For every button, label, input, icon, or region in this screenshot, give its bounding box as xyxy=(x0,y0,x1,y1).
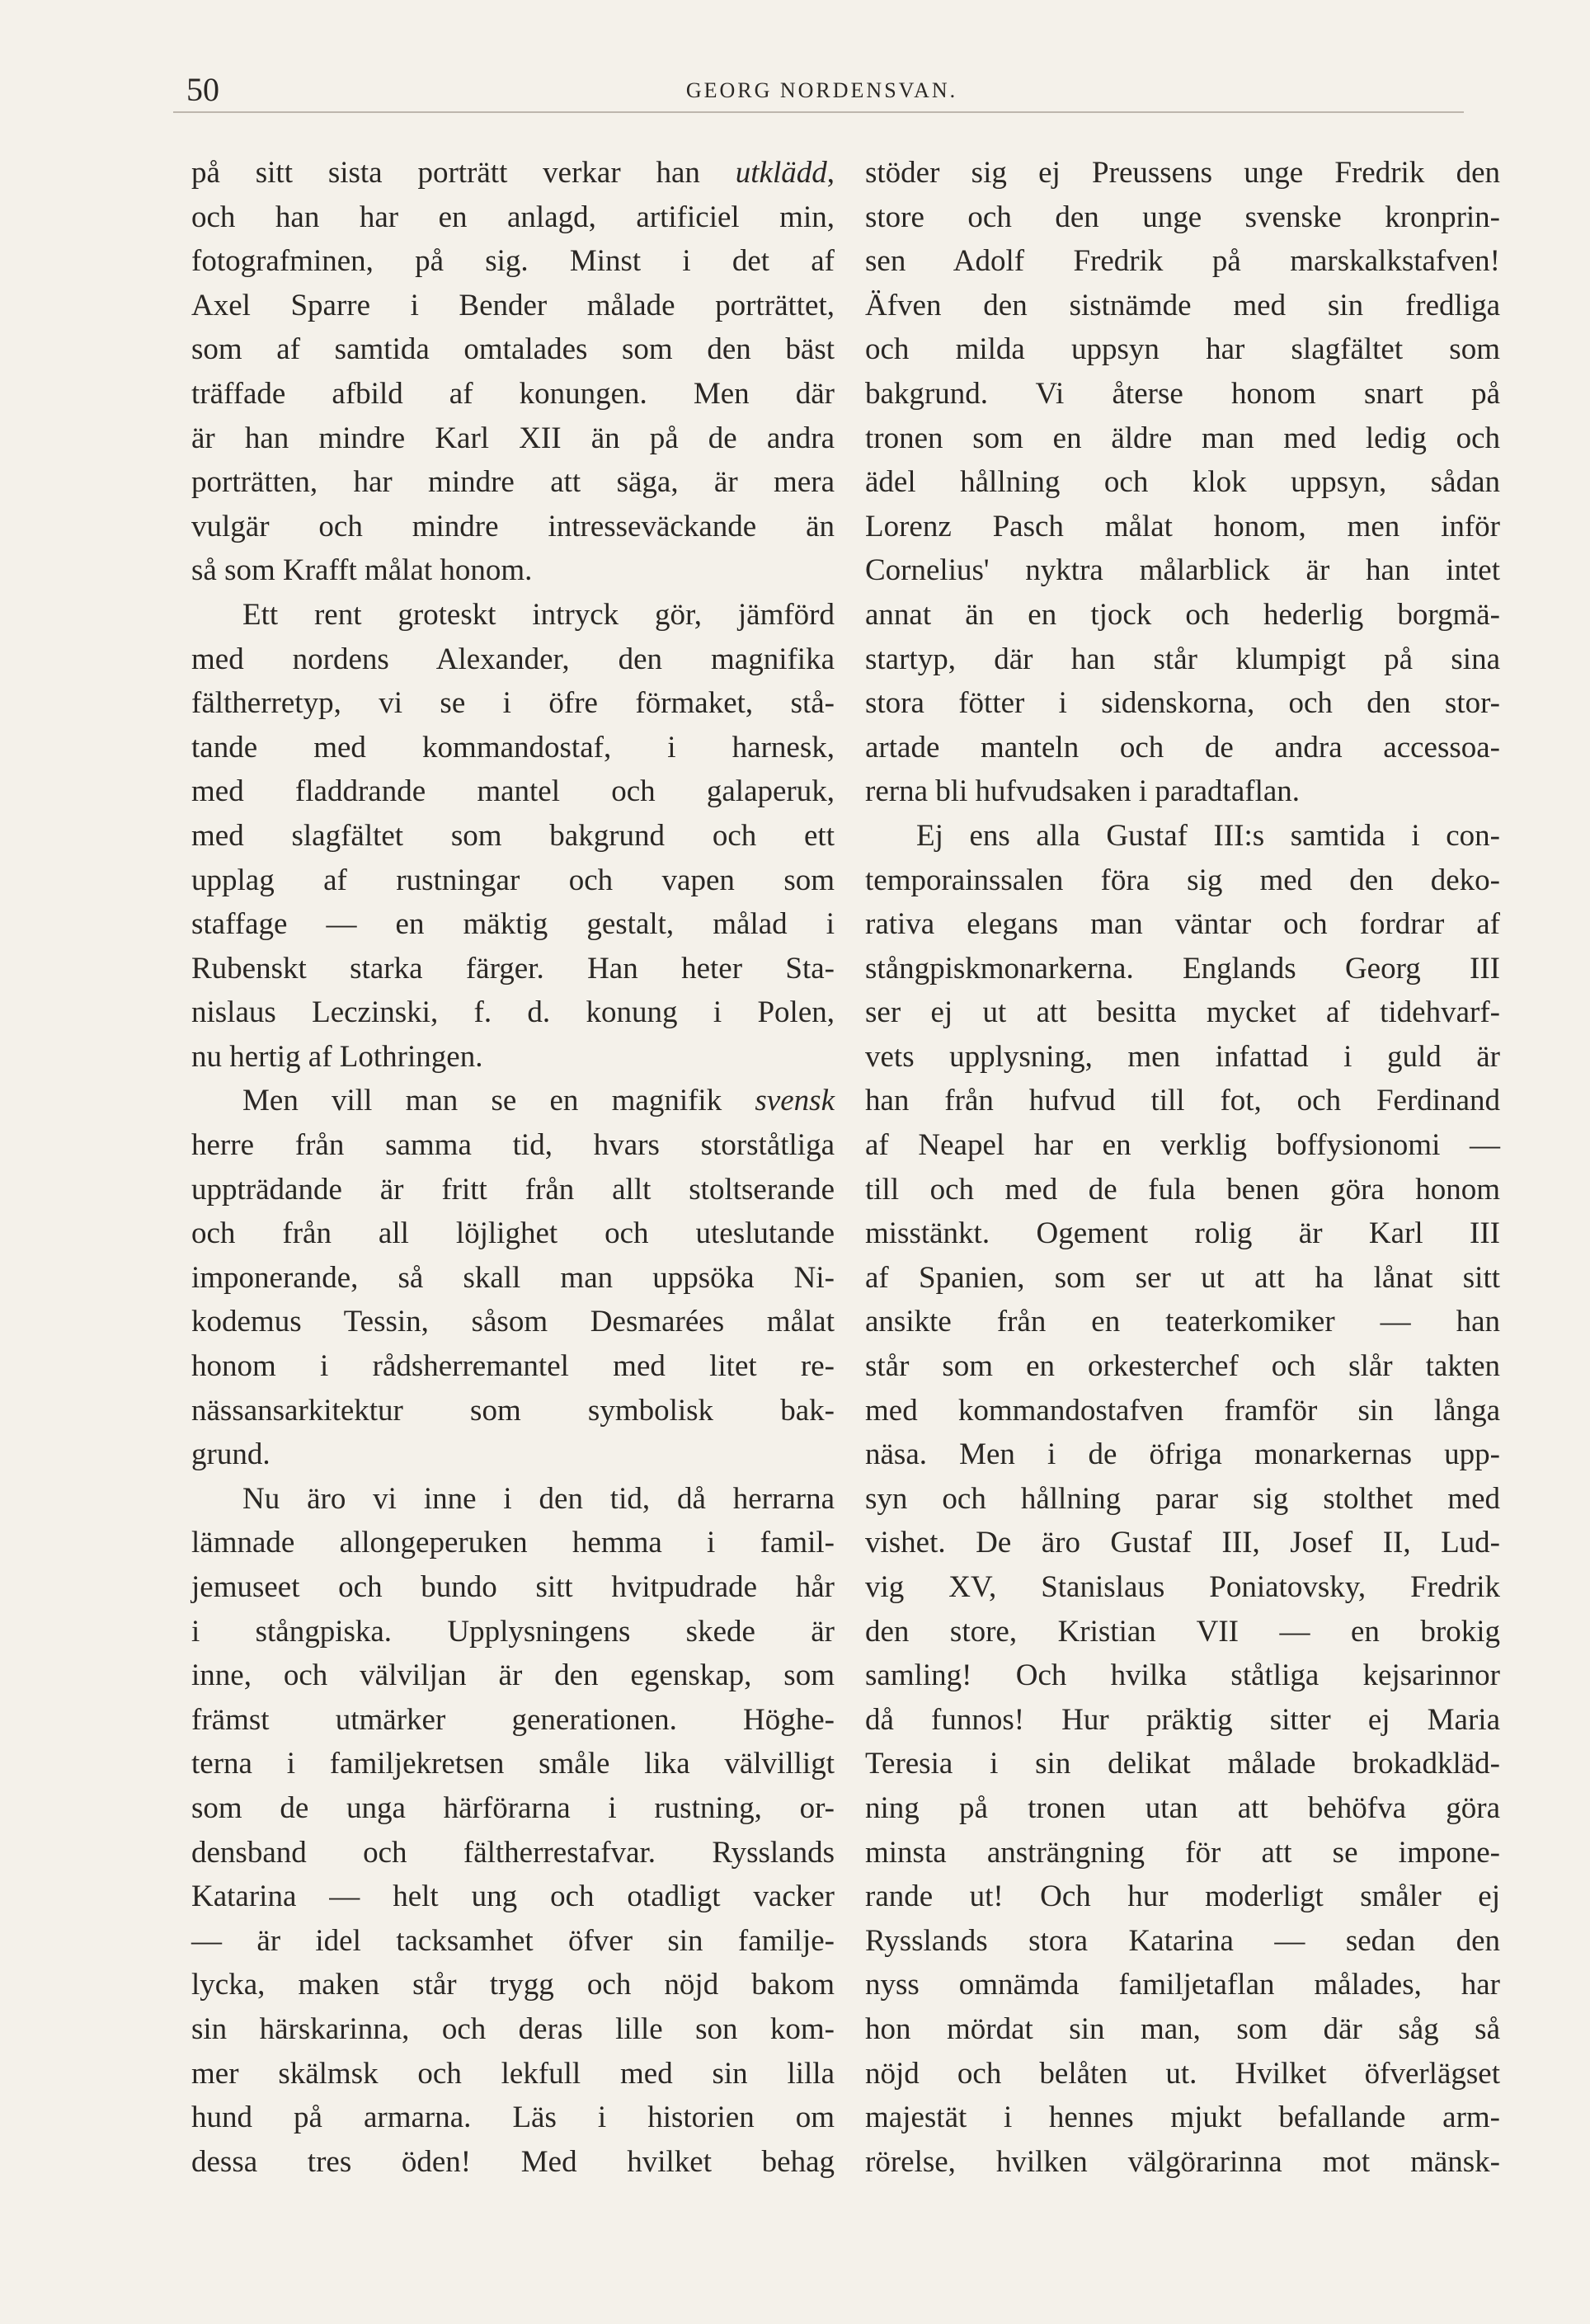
right-text-column xyxy=(865,151,1500,2184)
header-rule xyxy=(173,111,1464,113)
text-line: artade manteln och de andra accessoa- xyxy=(865,730,1500,764)
text-line: terna i familjekretsen småle lika välvilligt xyxy=(191,1747,835,1781)
text-line: nyss omnämda familjetaflan målades, har xyxy=(865,1968,1500,2002)
text-line: till och med de fula benen göra honom xyxy=(865,1172,1500,1207)
text-line: uppträdande är fritt från allt stoltserande xyxy=(191,1172,835,1207)
text-line: Lorenz Pasch målat honom, men inför xyxy=(865,509,1500,543)
text-line: Rubenskt starka färger. Han heter Sta- xyxy=(191,951,835,986)
text-line: Cornelius' nyktra målarblick är han intet xyxy=(865,553,1500,588)
text-line: och han har en anlagd, artificiel min, xyxy=(191,200,835,234)
text-line: i stångpiska. Upplysningens skede är xyxy=(191,1614,835,1649)
text-line: då funnos! Hur präktig sitter ej Maria xyxy=(865,1702,1500,1737)
text-line: rativa elegans man väntar och fordrar af xyxy=(865,907,1500,942)
text-line: Äfven den sistnämde med sin fredliga xyxy=(865,288,1500,322)
text-line: misstänkt. Ogement rolig är Karl III xyxy=(865,1216,1500,1251)
text-line: näsa. Men i de öfriga monarkernas upp- xyxy=(865,1437,1500,1472)
text-line: vig XV, Stanislaus Poniatovsky, Fredrik xyxy=(865,1570,1500,1604)
text-line: och milda uppsyn har slagfältet som xyxy=(865,332,1500,367)
text-line: ser ej ut att besitta mycket af tidehvarf- xyxy=(865,995,1500,1030)
text-line: porträtten, har mindre att säga, är mera xyxy=(191,465,835,500)
text-line: nöjd och belåten ut. Hvilket öfverlägset xyxy=(865,2056,1500,2091)
text-line: af Neapel har en verklig boffysionomi — xyxy=(865,1128,1500,1163)
text-line: densband och fältherrestafvar. Rysslands xyxy=(191,1835,835,1870)
text-line: med nordens Alexander, den magnifika xyxy=(191,642,835,676)
text-line: ansikte från en teaterkomiker — han xyxy=(865,1305,1500,1339)
text-line: rörelse, hvilken välgörarinna mot mänsk- xyxy=(865,2144,1500,2179)
text-line: hon mördat sin man, som där såg så xyxy=(865,2011,1500,2046)
text-line: Rysslands stora Katarina — sedan den xyxy=(865,1923,1500,1958)
text-line: staffage — en mäktig gestalt, målad i xyxy=(191,907,835,942)
text-line: startyp, där han står klumpigt på sina xyxy=(865,642,1500,676)
text-line: bakgrund. Vi återse honom snart på xyxy=(865,376,1500,411)
text-line: syn och hållning parar sig stolthet med xyxy=(865,1481,1500,1516)
text-line: Ett rent groteskt intryck gör, jämförd xyxy=(242,597,835,632)
text-line: främst utmärker generationen. Höghe- xyxy=(191,1702,835,1737)
running-head: GEORG NORDENSVAN. xyxy=(685,78,958,102)
text-line: Axel Sparre i Bender målade porträttet, xyxy=(191,288,835,322)
text-line: dessa tres öden! Med hvilket behag xyxy=(191,2144,835,2179)
text-line: inne, och välviljan är den egenskap, som xyxy=(191,1658,835,1693)
text-line: stångpiskmonarkerna. Englands Georg III xyxy=(865,951,1500,986)
text-line: Teresia i sin delikat målade brokadkläd- xyxy=(865,1747,1500,1781)
text-line: Ej ens alla Gustaf III:s samtida i con- xyxy=(916,818,1500,853)
text-line: han från hufvud till fot, och Ferdinand xyxy=(865,1084,1500,1118)
text-line: nislaus Leczinski, f. d. konung i Polen, xyxy=(191,995,835,1030)
text-line: stöder sig ej Preussens unge Fredrik den xyxy=(865,156,1500,190)
text-line: lycka, maken står trygg och nöjd bakom xyxy=(191,1968,835,2002)
text-line: ädel hållning och klok uppsyn, sådan xyxy=(865,465,1500,500)
page-header xyxy=(186,69,1457,111)
text-line: grund. xyxy=(191,1437,270,1472)
text-line: upplag af rustningar och vapen som xyxy=(191,863,835,897)
text-line: vets upplysning, men infattad i guld är xyxy=(865,1039,1500,1074)
text-line: tronen som en äldre man med ledig och xyxy=(865,421,1500,455)
text-line: så som Krafft målat honom. xyxy=(191,553,533,588)
text-line: ning på tronen utan att behöfva göra xyxy=(865,1790,1500,1825)
text-line: fältherretyp, vi se i öfre förmaket, stå- xyxy=(191,686,835,721)
text-line: nu hertig af Lothringen. xyxy=(191,1039,483,1074)
text-line: med fladdrande mantel och galaperuk, xyxy=(191,774,835,809)
text-line: på sitt sista porträtt verkar han utklädd, xyxy=(191,156,835,190)
text-line: är han mindre Karl XII än på de andra xyxy=(191,421,835,455)
text-line: temporainssalen föra sig med den deko- xyxy=(865,863,1500,897)
text-line: minsta ansträngning för att se impone- xyxy=(865,1835,1500,1870)
text-line: den store, Kristian VII — en brokig xyxy=(865,1614,1500,1649)
text-line: Katarina — helt ung och otadligt vacker xyxy=(191,1879,835,1914)
text-line: träffade afbild af konungen. Men där xyxy=(191,376,835,411)
text-line: hund på armarna. Läs i historien om xyxy=(191,2101,835,2135)
text-line: mer skälmsk och lekfull med sin lilla xyxy=(191,2056,835,2091)
text-line: fotografminen, på sig. Minst i det af xyxy=(191,244,835,279)
text-line: som de unga härförarna i rustning, or- xyxy=(191,1790,835,1825)
text-line: tande med kommandostaf, i harnesk, xyxy=(191,730,835,764)
text-line: rande ut! Och hur moderligt småler ej xyxy=(865,1879,1500,1914)
text-line: kodemus Tessin, såsom Desmarées målat xyxy=(191,1305,835,1339)
text-line: jemuseet och bundo sitt hvitpudrade hår xyxy=(191,1570,835,1604)
text-line: majestät i hennes mjukt befallande arm- xyxy=(865,2101,1500,2135)
left-text-column xyxy=(191,151,835,2184)
text-line: rerna bli hufvudsaken i paradtaflan. xyxy=(865,774,1301,809)
text-line: Nu äro vi inne i den tid, då herrarna xyxy=(242,1481,835,1516)
text-line: sen Adolf Fredrik på marskalkstafven! xyxy=(865,244,1500,279)
text-line: vishet. De äro Gustaf III, Josef II, Lud- xyxy=(865,1526,1500,1560)
page-number: 50 xyxy=(186,71,219,108)
text-line: med slagfältet som bakgrund och ett xyxy=(191,818,835,853)
text-line: af Spanien, som ser ut att ha lånat sitt xyxy=(865,1260,1500,1295)
text-line: står som en orkesterchef och slår takten xyxy=(865,1349,1500,1384)
text-line: lämnade allongeperuken hemma i famil- xyxy=(191,1526,835,1560)
text-line: store och den unge svenske kronprin- xyxy=(865,200,1500,234)
text-line: — är idel tacksamhet öfver sin familje- xyxy=(191,1923,835,1958)
text-line: annat än en tjock och hederlig borgmä- xyxy=(865,597,1500,632)
text-line: samling! Och hvilka ståtliga kejsarinnor xyxy=(865,1658,1500,1693)
text-line: nässansarkitektur som symbolisk bak- xyxy=(191,1393,835,1428)
text-line: med kommandostafven framför sin långa xyxy=(865,1393,1500,1428)
text-line: Men vill man se en magnifik svensk xyxy=(242,1084,835,1118)
text-line: och från all löjlighet och uteslutande xyxy=(191,1216,835,1251)
text-line: honom i rådsherremantel med litet re- xyxy=(191,1349,835,1384)
text-line: stora fötter i sidenskorna, och den stor- xyxy=(865,686,1500,721)
text-line: herre från samma tid, hvars storståtliga xyxy=(191,1128,835,1163)
text-line: vulgär och mindre intresseväckande än xyxy=(191,509,835,543)
text-line: som af samtida omtalades som den bäst xyxy=(191,332,835,367)
text-line: imponerande, så skall man uppsöka Ni- xyxy=(191,1260,835,1295)
text-line: sin härskarinna, och deras lille son kom- xyxy=(191,2011,835,2046)
